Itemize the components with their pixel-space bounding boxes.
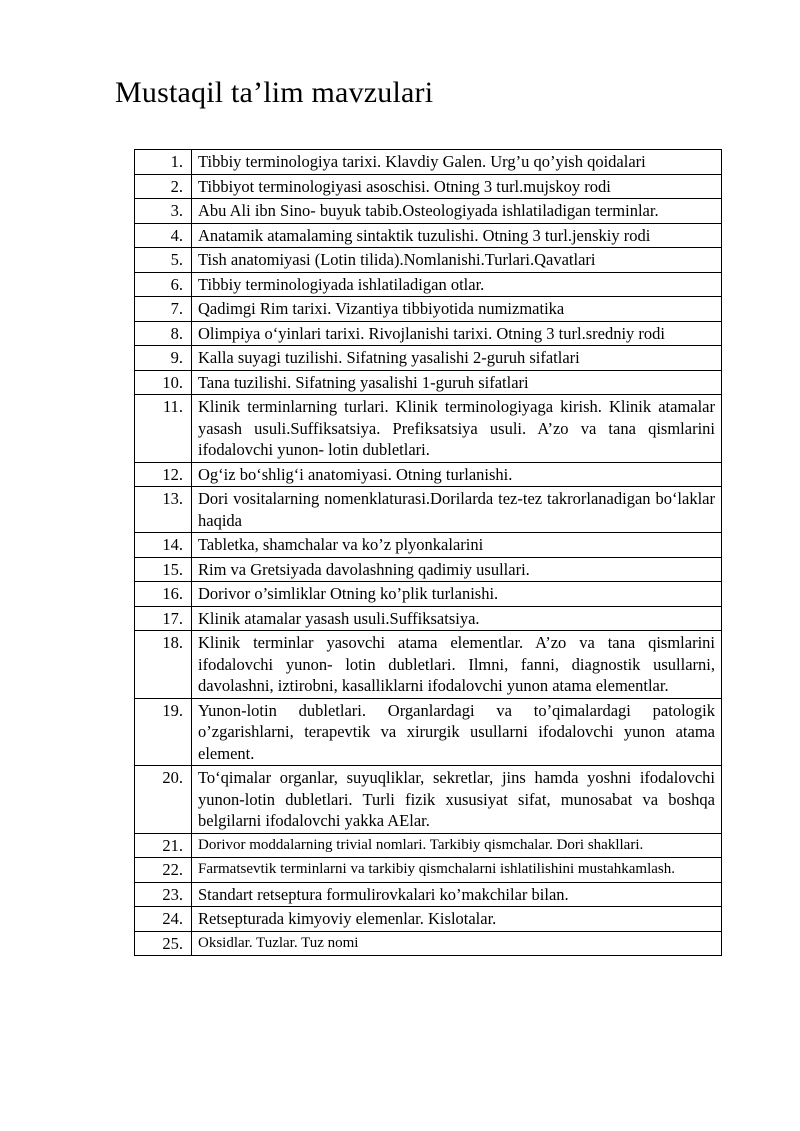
table-row (135, 223, 722, 248)
topic-text: Tish anatomiyasi (Lotin tilida).Nomlanishi.Turlari.Qavatlari (192, 248, 722, 273)
topic-text: Og‘iz bo‘shlig‘i anatomiyasi. Otning turlanishi. (192, 462, 722, 487)
table-row (135, 487, 722, 533)
topic-number: 8. (135, 321, 192, 346)
table-row (135, 557, 722, 582)
table-row (135, 698, 722, 766)
topic-text: Tibbiy terminologiyada ishlatiladigan otlar. (192, 272, 722, 297)
table-row (135, 150, 722, 175)
topic-text: Tana tuzilishi. Sifatning yasalishi 1-guruh sifatlari (192, 370, 722, 395)
topic-text: Tibbiy terminologiya tarixi. Klavdiy Galen. Urg’u qo’yish qoidalari (192, 150, 722, 175)
topic-text: Tabletka, shamchalar va ko’z plyonkalarini (192, 533, 722, 558)
topic-number: 5. (135, 248, 192, 273)
topic-text: Oksidlar. Tuzlar. Tuz nomi (192, 931, 722, 956)
topic-text: Qadimgi Rim tarixi. Vizantiya tibbiyotida numizmatika (192, 297, 722, 322)
topic-number: 20. (135, 766, 192, 834)
topic-number: 7. (135, 297, 192, 322)
topic-number: 23. (135, 882, 192, 907)
topic-number: 14. (135, 533, 192, 558)
topic-text: Farmatsevtik terminlarni va tarkibiy qismchalarni ishlatilishini mustahkamlash. (192, 858, 722, 883)
table-row (135, 931, 722, 956)
topic-number: 6. (135, 272, 192, 297)
topic-number: 25. (135, 931, 192, 956)
table-row (135, 882, 722, 907)
topic-text: To‘qimalar organlar, suyuqliklar, sekretlar, jins hamda yoshni ifodalovchi yunon-lotin dubletlari. Turli fizik xususiyat sifat, munosabat va boshqa belgilarni ifodalovchi yakka AElar. (192, 766, 722, 834)
topic-number: 1. (135, 150, 192, 175)
table-row (135, 272, 722, 297)
table-row (135, 858, 722, 883)
table-row (135, 582, 722, 607)
page-title: Mustaqil ta’lim mavzulari (115, 76, 434, 109)
topic-number: 19. (135, 698, 192, 766)
table-row (135, 907, 722, 932)
topic-text: Klinik terminlar yasovchi atama elementlar. A’zo va tana qismlarini ifodalovchi yunon- lotin dubletlari. Ilmni, fanni, diagnostik usullarni, davolashni, iztirobni, kasalliklarni ifodalovchi yunon atama elementlar. (192, 631, 722, 699)
table-row (135, 395, 722, 463)
table-row (135, 321, 722, 346)
table-row (135, 833, 722, 858)
table-row (135, 766, 722, 834)
topic-text: Abu Ali ibn Sino- buyuk tabib.Osteologiyada ishlatiladigan terminlar. (192, 199, 722, 224)
topic-number: 4. (135, 223, 192, 248)
table-row (135, 462, 722, 487)
topic-text: Rim va Gretsiyada davolashning qadimiy usullari. (192, 557, 722, 582)
topic-number: 9. (135, 346, 192, 371)
table-row (135, 606, 722, 631)
table-row (135, 248, 722, 273)
topic-number: 22. (135, 858, 192, 883)
table-row (135, 631, 722, 699)
topic-text: Yunon-lotin dubletlari. Organlardagi va to’qimalardagi patologik o’zgarishlarni, terapevtik va xirurgik usullarni ifodalovchi yunon atama element. (192, 698, 722, 766)
topic-text: Dori vositalarning nomenklaturasi.Dorilarda tez-tez takrorlanadigan bo‘laklar haqida (192, 487, 722, 533)
topic-number: 21. (135, 833, 192, 858)
topic-text: Retsepturada kimyoviy elemenlar. Kislotalar. (192, 907, 722, 932)
topic-text: Olimpiya o‘yinlari tarixi. Rivojlanishi tarixi. Otning 3 turl.sredniy rodi (192, 321, 722, 346)
table-row (135, 533, 722, 558)
topics-table (134, 149, 722, 956)
topic-number: 16. (135, 582, 192, 607)
table-row (135, 174, 722, 199)
topic-number: 24. (135, 907, 192, 932)
topic-text: Klinik terminlarning turlari. Klinik terminologiyaga kirish. Klinik atamalar yasash usuli.Suffiksatsiya. Prefiksatsiya usuli. A’zo va tana qismlarini ifodalovchi yunon- lotin dubletlari. (192, 395, 722, 463)
topic-number: 10. (135, 370, 192, 395)
topic-number: 3. (135, 199, 192, 224)
topic-number: 11. (135, 395, 192, 463)
topic-number: 18. (135, 631, 192, 699)
topic-number: 2. (135, 174, 192, 199)
topic-text: Dorivor o’simliklar Otning ko’plik turlanishi. (192, 582, 722, 607)
table-row (135, 297, 722, 322)
table-row (135, 346, 722, 371)
topic-number: 17. (135, 606, 192, 631)
table-row (135, 370, 722, 395)
topic-text: Standart retseptura formulirovkalari ko’makchilar bilan. (192, 882, 722, 907)
topic-number: 12. (135, 462, 192, 487)
topic-text: Klinik atamalar yasash usuli.Suffiksatsiya. (192, 606, 722, 631)
topic-text: Tibbiyot terminologiyasi asoschisi. Otning 3 turl.mujskoy rodi (192, 174, 722, 199)
topic-number: 15. (135, 557, 192, 582)
table-row (135, 199, 722, 224)
topic-text: Dorivor moddalarning trivial nomlari. Tarkibiy qismchalar. Dori shakllari. (192, 833, 722, 858)
topic-text: Anatamik atamalaming sintaktik tuzulishi. Otning 3 turl.jenskiy rodi (192, 223, 722, 248)
topic-number: 13. (135, 487, 192, 533)
topic-text: Kalla suyagi tuzilishi. Sifatning yasalishi 2-guruh sifatlari (192, 346, 722, 371)
